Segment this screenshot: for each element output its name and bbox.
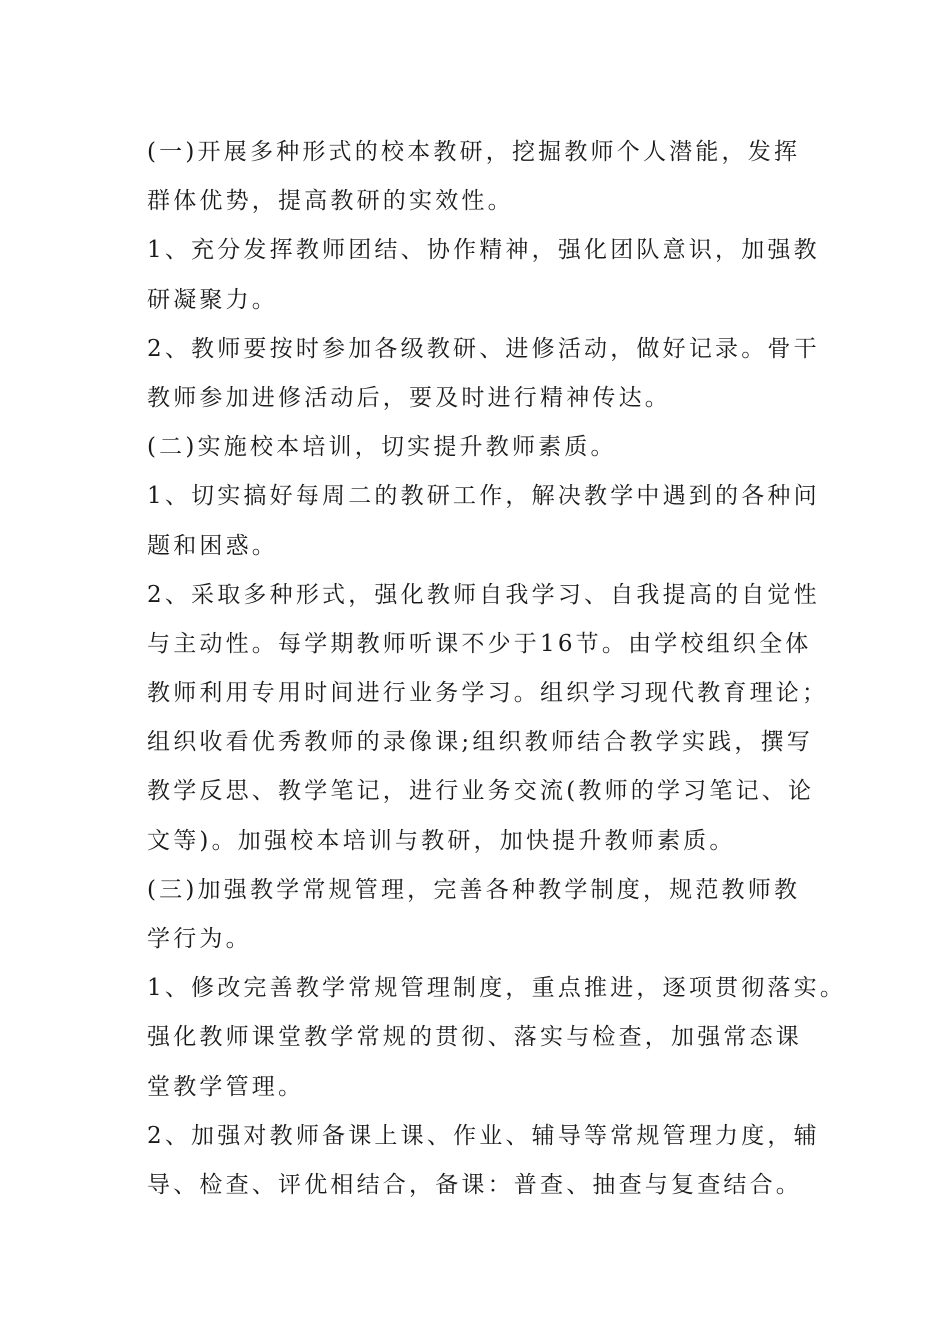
paragraph-line: 与主动性。每学期教师听课不少于16节。由学校组织全体	[147, 630, 812, 657]
section-heading-3-line-1: (三)加强教学常规管理，完善各种教学制度，规范教师教	[147, 876, 801, 903]
paragraph-line: 1、修改完善教学常规管理制度，重点推进，逐项贯彻落实。	[147, 975, 847, 1002]
paragraph-line: 1、切实搞好每周二的教研工作，解决教学中遇到的各种问	[147, 483, 820, 510]
paragraph-line: 教师参加进修活动后，要及时进行精神传达。	[147, 384, 671, 411]
paragraph-line: 强化教师课堂教学常规的贯彻、落实与检查，加强常态课	[147, 1024, 802, 1051]
paragraph-line: 堂教学管理。	[147, 1073, 305, 1100]
section-heading-3-line-2: 学行为。	[147, 926, 252, 952]
paragraph-line: 2、加强对教师备课上课、作业、辅导等常规管理力度，辅	[147, 1122, 820, 1149]
paragraph-line: 教学反思、教学笔记，进行业务交流(教师的学习笔记、论	[147, 778, 815, 805]
section-heading-1-line-1: (一)开展多种形式的校本教研，挖掘教师个人潜能，发挥	[147, 139, 801, 165]
paragraph-line: 2、采取多种形式，强化教师自我学习、自我提高的自觉性	[147, 581, 820, 608]
paragraph-line: 2、教师要按时参加各级教研、进修活动，做好记录。骨干	[147, 335, 820, 362]
paragraph-line: 1、充分发挥教师团结、协作精神，强化团队意识，加强教	[147, 237, 820, 264]
section-heading-1-line-2: 群体优势，提高教研的实效性。	[147, 188, 514, 215]
paragraph-line: 研凝聚力。	[147, 286, 278, 313]
paragraph-line: 组织收看优秀教师的录像课;组织教师结合教学实践，撰写	[147, 729, 813, 756]
paragraph-line: 文等)。加强校本培训与教研，加快提升教师素质。	[147, 827, 736, 854]
paragraph-line: 教师利用专用时间进行业务学习。组织学习现代教育理论；	[147, 680, 829, 707]
paragraph-line: 导、检查、评优相结合，备课：普查、抽查与复查结合。	[147, 1171, 802, 1198]
document-body	[147, 128, 847, 1210]
section-heading-2: (二)实施校本培训，切实提升教师素质。	[147, 434, 617, 461]
paragraph-line: 题和困惑。	[147, 532, 278, 559]
